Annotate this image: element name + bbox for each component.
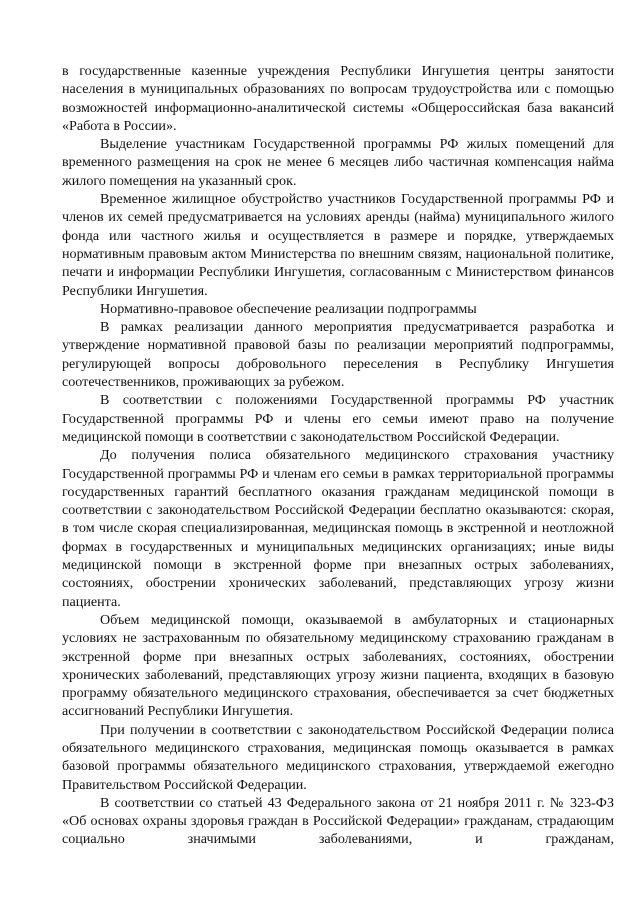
paragraph-10: В соответствии со статьей 43 Федерального закона от 21 ноября 2011 г. № 323-ФЗ «Об основах охраны здоровья граждан в Российской Федерации» гражданам, страдающим социально значимыми заболеваниями, и гражданам, bbox=[62, 794, 614, 848]
document-page bbox=[62, 62, 614, 849]
paragraph-9: При получении в соответствии с законодательством Российской Федерации полиса обязательного медицинского страхования, медицинская помощь оказывается в рамках базовой программы обязательного медицинского страхования, утверждаемой ежегодно Правительством Российской Федерации. bbox=[62, 721, 614, 793]
paragraph-1: в государственные казенные учреждения Республики Ингушетия центры занятости населения в муниципальных образованиях по вопросам трудоустройства или с помощью возможностей информационно-аналитической системы «Общероссийская база вакансий «Работа в России». bbox=[62, 63, 614, 134]
paragraph-5: В рамках реализации данного мероприятия предусматривается разработка и утверждение нормативной правовой базы по реализации мероприятий подпрограммы, регулирующей вопросы добровольного переселения в Республику Ингушетия соотечественников, проживающих за рубежом. bbox=[62, 319, 614, 391]
paragraph-2: Выделение участникам Государственной программы РФ жилых помещений для временного размещения на срок не менее 6 месяцев либо частичная компенсация найма жилого помещения на указанный срок. bbox=[62, 136, 614, 189]
paragraph-6: В соответствии с положениями Государственной программы РФ участник Государственной программы РФ и члены его семьи имеют право на получение медицинской помощи в соответствии с законодательством Российской Федерации. bbox=[62, 392, 614, 445]
paragraph-8: Объем медицинской помощи, оказываемой в амбулаторных и стационарных условиях не застрахованным по обязательному медицинскому страхованию гражданам в экстренной форме при внезапных острых заболеваниях, состояниях, обострении хронических заболеваний, представляющих угрозу жизни пациента, входящих в базовую программу обязательного медицинского страхования, обеспечивается за счет бюджетных ассигнований Республики Ингушетия. bbox=[62, 611, 614, 720]
paragraph-3: Временное жилищное обустройство участников Государственной программы РФ и членов их семей предусматривается на условиях аренды (найма) муниципального жилого фонда или частного жилья и осуществляется в размере и порядке, утверждаемых нормативным правовым актом Министерства по внешним связям, национальной политике, печати и информации Республики Ингушетия, согласованным с Министерством финансов Республики Ингушетия. bbox=[62, 191, 614, 299]
paragraph-7: До получения полиса обязательного медицинского страхования участнику Государственной программы РФ и членам его семьи в рамках территориальной программы государственных гарантий бесплатного оказания гражданам медицинской помощи в соответствии с законодательством Российской Федерации бесплатно оказываются: скорая, в том числе скорая специализированная, медицинская помощь в экстренной и неотложной формах в государственных и муниципальных медицинских организациях; иные виды медицинской помощи в экстренной форме при внезапных острых заболеваниях, состояниях, обострении хронических заболеваний, представляющих угрозу жизни пациента. bbox=[62, 447, 614, 610]
paragraph-4-heading: Нормативно-правовое обеспечение реализации подпрограммы bbox=[100, 300, 477, 317]
